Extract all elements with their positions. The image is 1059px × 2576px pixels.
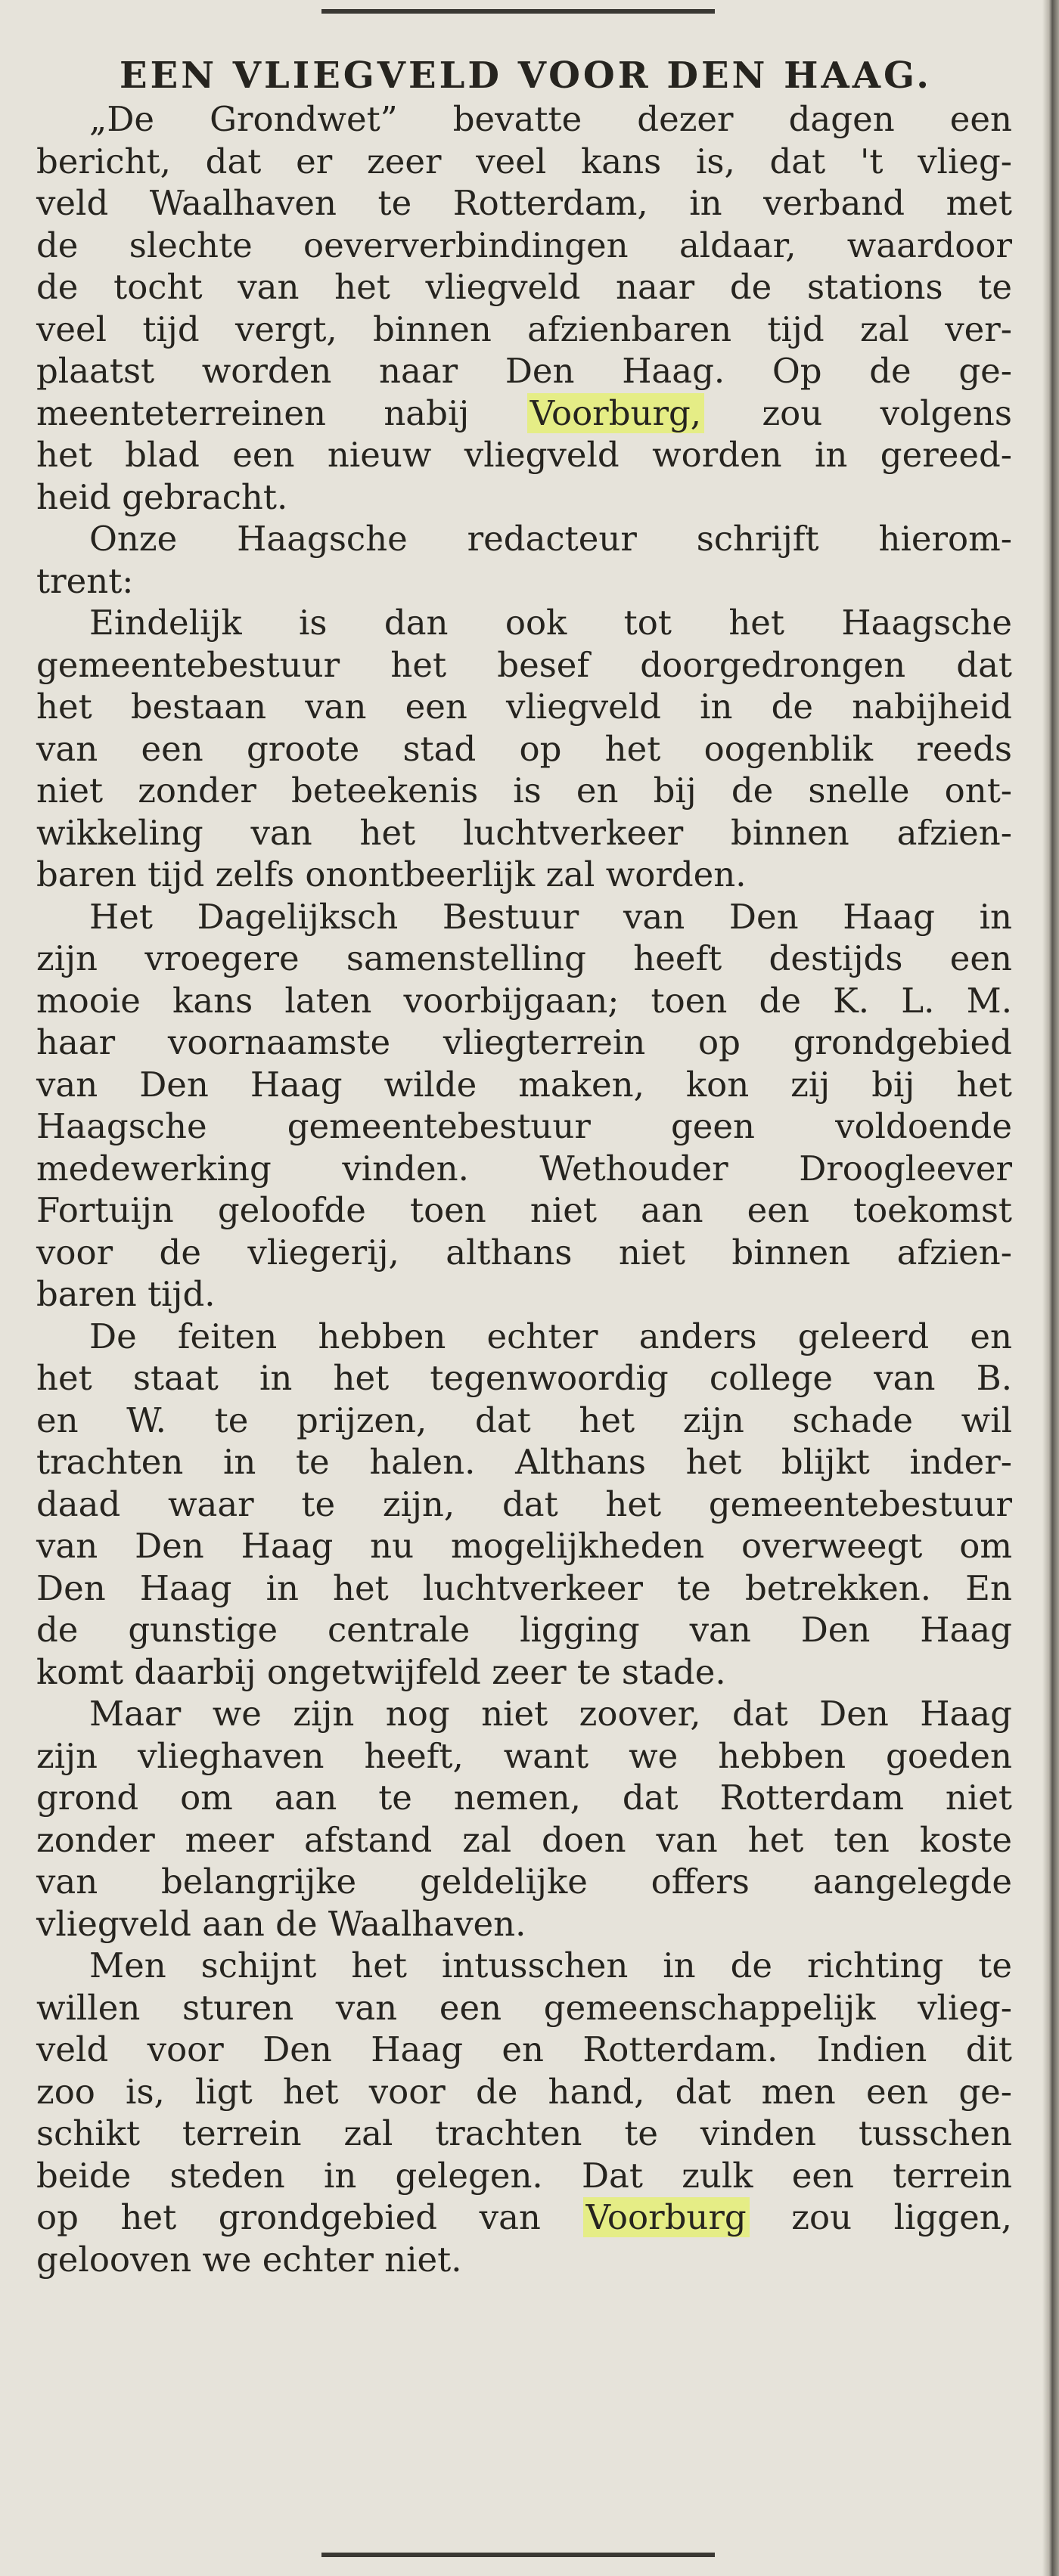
text-line: grond om aan te nemen, dat Rotterdam niet	[36, 1778, 1012, 1818]
text-line: mooie kans laten voorbijgaan; toen de K. L. M.	[36, 980, 1012, 1021]
text-line: baren tijd.	[36, 1274, 216, 1314]
text-line: het bestaan van een vliegveld in de nabijheid	[36, 687, 1012, 727]
text-line: zijn vroegere samenstelling heeft destijds een	[36, 938, 1012, 978]
text-line: het blad een nieuw vliegveld worden in gereed-	[36, 435, 1012, 475]
text-line: willen sturen van een gemeenschappelijk vlieg-	[36, 1987, 1012, 2028]
text-line: De feiten hebben echter anders geleerd en	[89, 1316, 1012, 1356]
text-line: van een groote stad op het oogenblik reeds	[36, 728, 1012, 769]
text-line: Maar we zijn nog niet zoover, dat Den Haag	[89, 1694, 1012, 1734]
text-line: Men schijnt het intusschen in de richting te	[89, 1945, 1012, 1985]
text-line: veel tijd vergt, binnen afzienbaren tijd zal ver-	[36, 308, 1012, 349]
text-line: de gunstige centrale ligging van Den Haag	[36, 1610, 1012, 1650]
text-line: gelooven we echter niet.	[36, 2239, 462, 2280]
text-line: trent:	[36, 560, 134, 601]
text-line: van Den Haag wilde maken, kon zij bij het	[36, 1064, 1012, 1105]
text-line: gemeentebestuur het besef doorgedrongen dat	[36, 644, 1012, 685]
paragraph	[36, 602, 1012, 896]
text-line: vliegveld aan de Waalhaven.	[36, 1903, 526, 1944]
text-line: Het Dagelijksch Bestuur van Den Haag in	[89, 896, 1012, 937]
article-body	[36, 98, 1012, 2280]
paragraph	[36, 1945, 1012, 2280]
text-line: en W. te prijzen, dat het zijn schade wil	[36, 1400, 1012, 1440]
highlighted-term: Voorburg	[583, 2197, 750, 2237]
paragraph	[36, 518, 1012, 602]
text-fragment: op het grondgebied van	[36, 2197, 583, 2237]
text-line: wikkeling van het luchtverkeer binnen afzien-	[36, 812, 1012, 853]
text-line: Fortuijn geloofde toen niet aan een toekomst	[36, 1190, 1012, 1230]
text-fragment: zou volgens	[704, 392, 1012, 433]
text-line: Eindelijk is dan ook tot het Haagsche	[89, 603, 1012, 643]
text-line	[36, 2196, 1012, 2239]
paragraph	[36, 896, 1012, 1316]
text-line: veld Waalhaven te Rotterdam, in verband met	[36, 183, 1012, 223]
text-line: schikt terrein zal trachten te vinden tusschen	[36, 2113, 1012, 2153]
text-line: niet zonder beteekenis is en bij de snelle ont-	[36, 770, 1012, 811]
paragraph	[36, 1693, 1012, 1945]
text-fragment: zou liggen,	[749, 2197, 1012, 2237]
text-line: het staat in het tegenwoordig college van B.	[36, 1358, 1012, 1398]
text-line: veld voor Den Haag en Rotterdam. Indien dit	[36, 2029, 1012, 2069]
text-line: haar voornaamste vliegterrein op grondgebied	[36, 1022, 1012, 1062]
text-line: baren tijd zelfs onontbeerlijk zal worden.	[36, 854, 747, 894]
top-rule	[321, 9, 715, 14]
text-line: heid gebracht.	[36, 476, 288, 517]
text-line	[36, 392, 1012, 435]
text-line: „De Grondwet” bevatte dezer dagen een	[89, 99, 1012, 139]
paragraph	[36, 1316, 1012, 1694]
highlighted-term: Voorburg,	[527, 393, 704, 433]
text-line: medewerking vinden. Wethouder Droogleever	[36, 1148, 1012, 1189]
text-line: trachten in te halen. Althans het blijkt inder-	[36, 1442, 1012, 1482]
text-line: bericht, dat er zeer veel kans is, dat 't vlieg-	[36, 141, 1012, 181]
text-line: zijn vlieghaven heeft, want we hebben goeden	[36, 1735, 1012, 1776]
text-line: van belangrijke geldelijke offers aangelegde	[36, 1861, 1012, 1902]
text-line: Den Haag in het luchtverkeer te betrekken. En	[36, 1567, 1012, 1608]
text-line: plaatst worden naar Den Haag. Op de ge-	[36, 351, 1012, 391]
text-line: voor de vliegerij, althans niet binnen afzien-	[36, 1232, 1012, 1273]
article-headline: EEN VLIEGVELD VOOR DEN HAAG.	[120, 54, 932, 98]
text-line: daad waar te zijn, dat het gemeentebestuur	[36, 1483, 1012, 1524]
text-line: de slechte oeververbindingen aldaar, waardoor	[36, 225, 1012, 265]
bottom-rule	[321, 2553, 715, 2557]
text-line: Haagsche gemeentebestuur geen voldoende	[36, 1106, 1012, 1146]
column-edge	[1042, 0, 1059, 2576]
paragraph	[36, 98, 1012, 518]
text-line: beide steden in gelegen. Dat zulk een terrein	[36, 2155, 1012, 2196]
text-line: komt daarbij ongetwijfeld zeer te stade.	[36, 1651, 726, 1692]
text-line: van Den Haag nu mogelijkheden overweegt om	[36, 1526, 1012, 1566]
text-line: zoo is, ligt het voor de hand, dat men een ge-	[36, 2071, 1012, 2112]
text-fragment: meenteterreinen nabij	[36, 392, 527, 433]
text-line: zonder meer afstand zal doen van het ten koste	[36, 1819, 1012, 1860]
text-line: de tocht van het vliegveld naar de stations te	[36, 267, 1012, 307]
text-line: Onze Haagsche redacteur schrijft hierom-	[89, 519, 1012, 559]
